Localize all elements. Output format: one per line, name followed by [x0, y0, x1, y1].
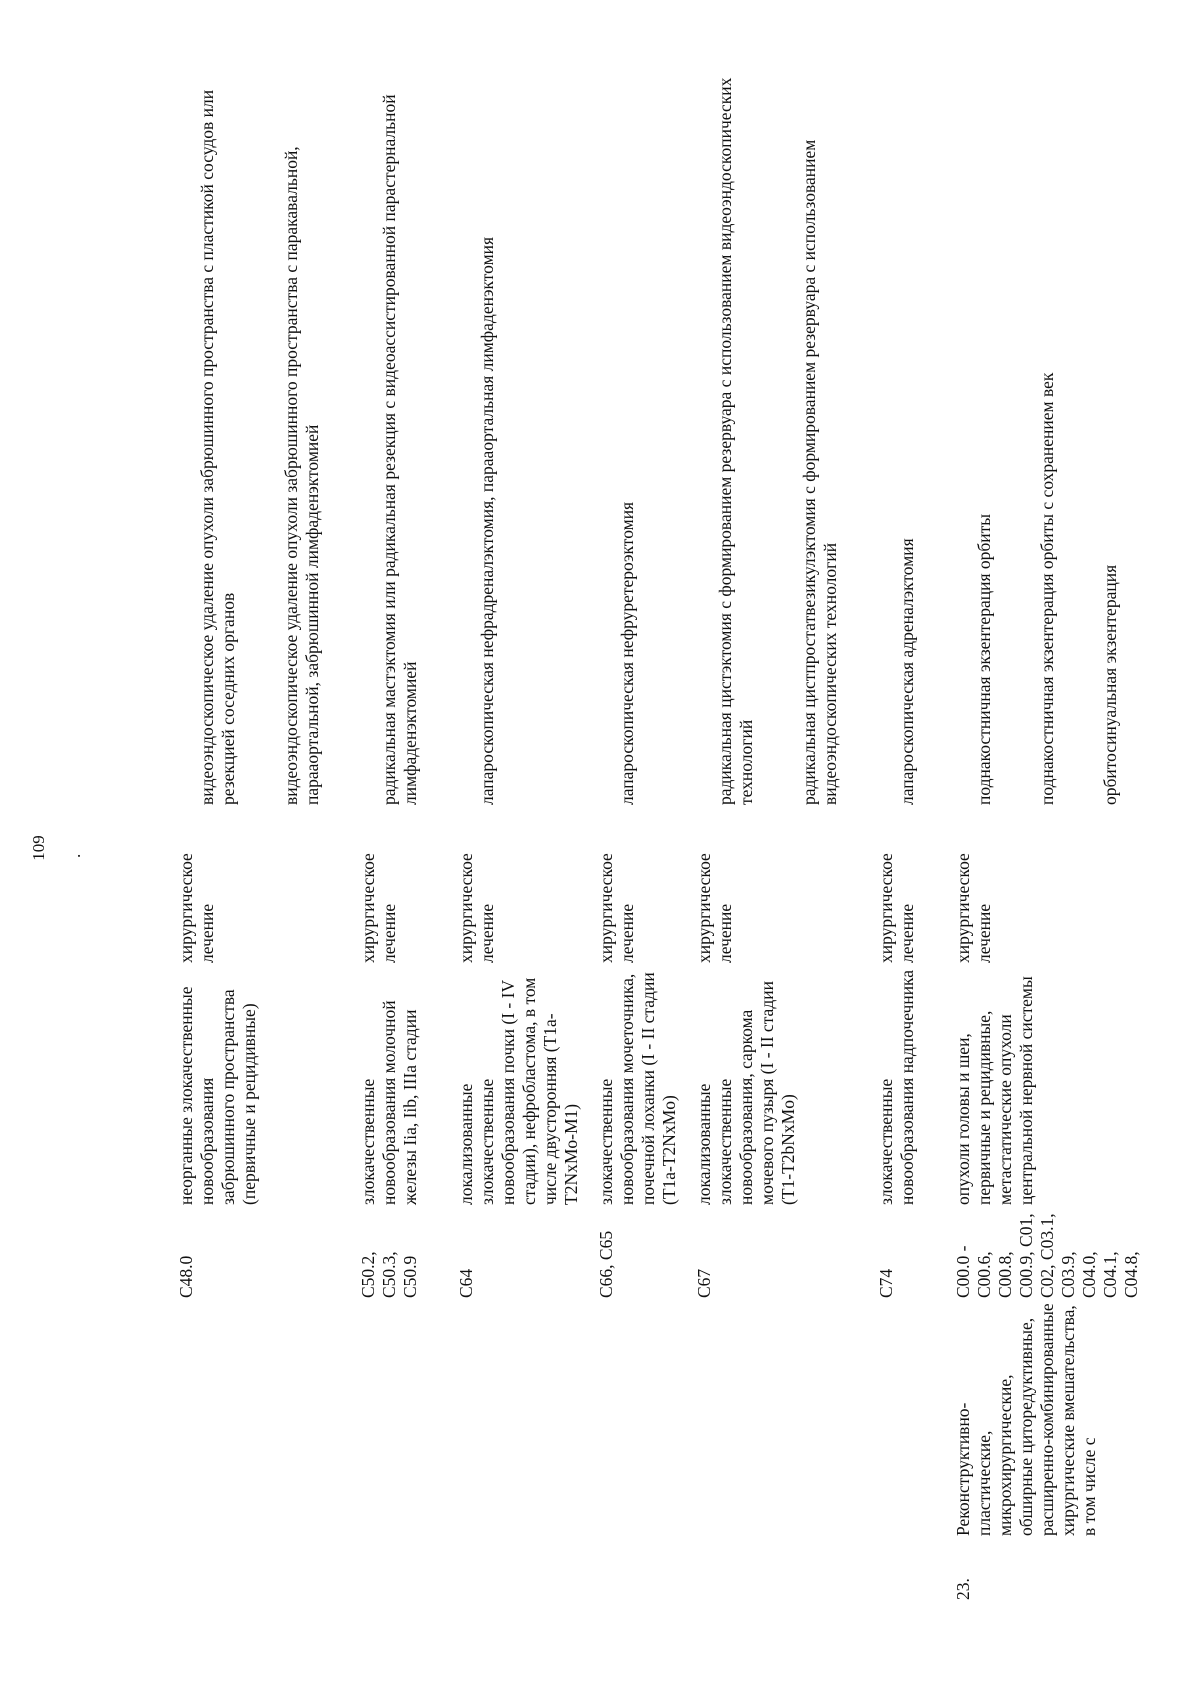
methods-cell	[358, 35, 442, 805]
method-text: лапароскопическая нефрадреналэктомия, парааортальная лимфаденэктомия	[477, 236, 497, 805]
section-number-cell	[456, 1536, 582, 1600]
table-row	[596, 35, 680, 1600]
codes-cell: C50.2, C50.3, C50.9	[358, 1251, 420, 1298]
section-number-cell	[358, 1536, 442, 1600]
methods-cell	[456, 35, 582, 805]
codes-cell: C67	[694, 1268, 714, 1298]
method-text: орбитосинуальная экзентерация	[1100, 564, 1120, 805]
model-cell: неорганные злокачественные новообразования забрюшинного пространства (первичные и рецидивные)	[176, 986, 259, 1205]
methods-cell	[694, 35, 862, 805]
section-name-cell	[694, 1298, 862, 1536]
methods-cell	[953, 35, 1142, 805]
methods-cell	[596, 35, 680, 805]
table-row	[953, 35, 1142, 1600]
page-number: 109	[29, 835, 48, 861]
method-text: поднакостничная экзентерация орбиты с сохранением век	[1037, 372, 1057, 805]
treatment-cell: хирургическое лечение	[876, 853, 917, 963]
model-cell: локализованные злокачественные новообразования, саркома мочевого пузыря (I - II стадии (T1-T2bNxMo)	[694, 981, 798, 1205]
treatment-cell: хирургическое лечение	[596, 853, 637, 963]
section-number-cell	[596, 1536, 680, 1600]
stray-mark: .	[65, 853, 84, 858]
codes-cell: C48.0	[176, 1255, 196, 1298]
section-name-cell	[358, 1298, 442, 1536]
section-name-cell	[176, 1298, 344, 1536]
table-row	[694, 35, 862, 1600]
table-row	[456, 35, 582, 1600]
codes-cell: C66, C65	[596, 1230, 616, 1298]
method-text: радикальная цистпростатвезикулэктомия с формированием резервуара с использованием видеоэндоскопических технологий	[799, 139, 840, 805]
methods-cell	[176, 35, 344, 805]
model-cell: злокачественные новообразования надпочечника	[876, 969, 917, 1205]
method-text: поднакостничная экзентерация орбиты	[974, 513, 994, 805]
section-name-cell	[876, 1298, 939, 1536]
section-name-cell	[456, 1298, 582, 1536]
section-number-cell: 23.	[953, 1578, 973, 1600]
treatment-cell: хирургическое лечение	[176, 853, 217, 963]
method-text: радикальная цистэктомия с формированием резервуара с использованием видеоэндоскопических технологий	[715, 77, 756, 805]
method-text: видеоэндоскопическое удаление опухоли забрюшинного пространства с пластикой сосудов или резекцией соседних органов	[197, 89, 238, 805]
method-text: лапароскопическая адреналэктомия	[897, 538, 917, 805]
section-number-cell	[876, 1536, 939, 1600]
treatment-cell: хирургическое лечение	[456, 853, 497, 963]
codes-cell: C00.0 - C00.6, C00.8, C00.9, C01, C02, C03.1, C03.9, C04.0, C04.1, C04.8,	[953, 1213, 1141, 1298]
table-row	[176, 35, 344, 1600]
method-text: лапароскопическая нефруретероэктомия	[617, 501, 637, 805]
treatment-cell: хирургическое лечение	[953, 853, 994, 963]
model-cell: злокачественные новообразования мочеточника, почечной лоханки (I - II стадии (T1a-T2NxMo)	[596, 972, 679, 1205]
method-text: радикальная мастэктомия или радикальная резекция с видеоассистированной парастернальной лимфаденэктомией	[379, 94, 420, 805]
methods-cell	[876, 35, 939, 805]
codes-cell: C74	[876, 1268, 896, 1298]
section-name-cell	[596, 1298, 680, 1536]
section-name-cell: Реконструктивно-пластические, микрохирургические, обширные циторедуктивные, расширенно-комбинированные хирургические вмешательства, в том числе с	[953, 1303, 1099, 1536]
method-text: видеоэндоскопическое удаление опухоли забрюшинного пространства с паракавальной, парааортальной, забрюшинной лимфаденэктомией	[281, 146, 322, 805]
codes-cell: C64	[456, 1268, 476, 1298]
model-cell: локализованные злокачественные новообразования почки (I - IV стадии), нефробластома, в том числе двусторонняя (T1a-T2NxMo-M1)	[456, 977, 581, 1205]
section-number-cell	[694, 1536, 862, 1600]
treatment-cell: хирургическое лечение	[694, 853, 735, 963]
procedures-table	[176, 35, 1142, 1600]
treatment-cell: хирургическое лечение	[358, 853, 399, 963]
model-cell: злокачественные новообразования молочной железы Iia, Iib, IIIa стадии	[358, 1000, 420, 1205]
model-cell: опухоли головы и шеи, первичные и рецидивные, метастатические опухоли центральной нервной системы	[953, 976, 1036, 1205]
section-number-cell	[176, 1536, 344, 1600]
table-row	[876, 35, 939, 1600]
table-row	[358, 35, 442, 1600]
